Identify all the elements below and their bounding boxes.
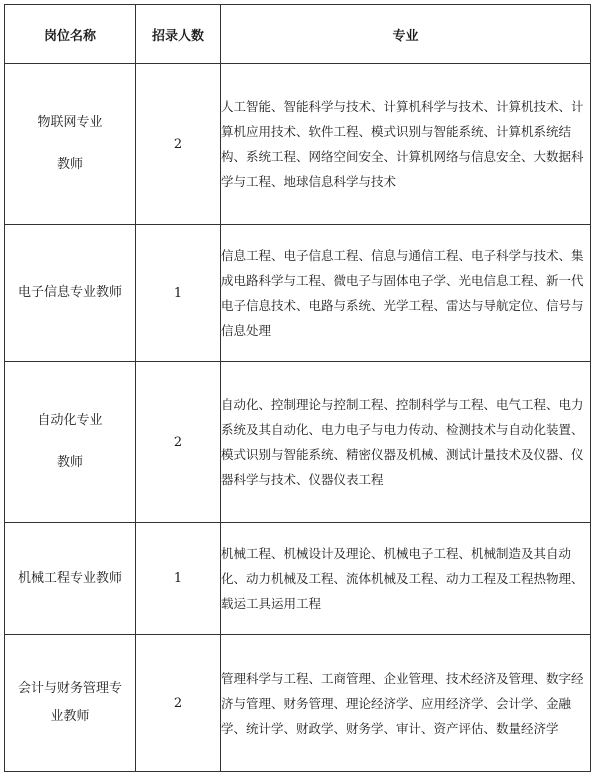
major-cell: 管理科学与工程、工商管理、企业管理、技术经济及管理、数字经济与管理、财务管理、理论经济学、应用经济学、会计学、金融学、统计学、财政学、财务学、审计、资产评估、数量经济学 bbox=[221, 635, 591, 772]
position-cell bbox=[5, 635, 136, 772]
header-count: 招录人数 bbox=[136, 5, 221, 64]
position-line: 电子信息专业教师 bbox=[17, 285, 122, 300]
count-cell: 1 bbox=[136, 225, 221, 362]
position-line: 教师 bbox=[56, 157, 83, 172]
recruitment-table bbox=[4, 4, 591, 772]
position-cell bbox=[5, 64, 136, 225]
table-row bbox=[5, 635, 591, 772]
header-position: 岗位名称 bbox=[5, 5, 136, 64]
header-major: 专业 bbox=[221, 5, 591, 64]
major-cell: 信息工程、电子信息工程、信息与通信工程、电子科学与技术、集成电路科学与工程、微电子与固体电子学、光电信息工程、新一代电子信息技术、电路与系统、光学工程、雷达与导航定位、信号与信息处理 bbox=[221, 225, 591, 362]
position-cell bbox=[5, 362, 136, 523]
table-row bbox=[5, 362, 591, 523]
position-line: 自动化专业 bbox=[37, 413, 103, 428]
count-cell: 2 bbox=[136, 64, 221, 225]
count-cell: 2 bbox=[136, 635, 221, 772]
position-cell bbox=[5, 523, 136, 635]
count-cell: 1 bbox=[136, 523, 221, 635]
table-row bbox=[5, 523, 591, 635]
count-cell: 2 bbox=[136, 362, 221, 523]
table-header-row bbox=[5, 5, 591, 64]
position-cell bbox=[5, 225, 136, 362]
position-line: 教师 bbox=[56, 455, 83, 470]
table-row bbox=[5, 64, 591, 225]
major-cell: 人工智能、智能科学与技术、计算机科学与技术、计算机技术、计算机应用技术、软件工程、模式识别与智能系统、计算机系统结构、系统工程、网络空间安全、计算机网络与信息安全、大数据科学与工程、地球信息科学与技术 bbox=[221, 64, 591, 225]
position-line: 业教师 bbox=[50, 709, 90, 724]
position-line: 会计与财务管理专 bbox=[17, 681, 122, 696]
major-cell: 机械工程、机械设计及理论、机械电子工程、机械制造及其自动化、动力机械及工程、流体机械及工程、动力工程及工程热物理、载运工具运用工程 bbox=[221, 523, 591, 635]
position-line: 机械工程专业教师 bbox=[17, 570, 122, 586]
table-row bbox=[5, 225, 591, 362]
major-cell: 自动化、控制理论与控制工程、控制科学与工程、电气工程、电力系统及其自动化、电力电子与电力传动、检测技术与自动化装置、模式识别与智能系统、精密仪器及机械、测试计量技术及仪器、仪器科学与技术、仪器仪表工程 bbox=[221, 362, 591, 523]
position-line: 物联网专业 bbox=[37, 115, 103, 130]
